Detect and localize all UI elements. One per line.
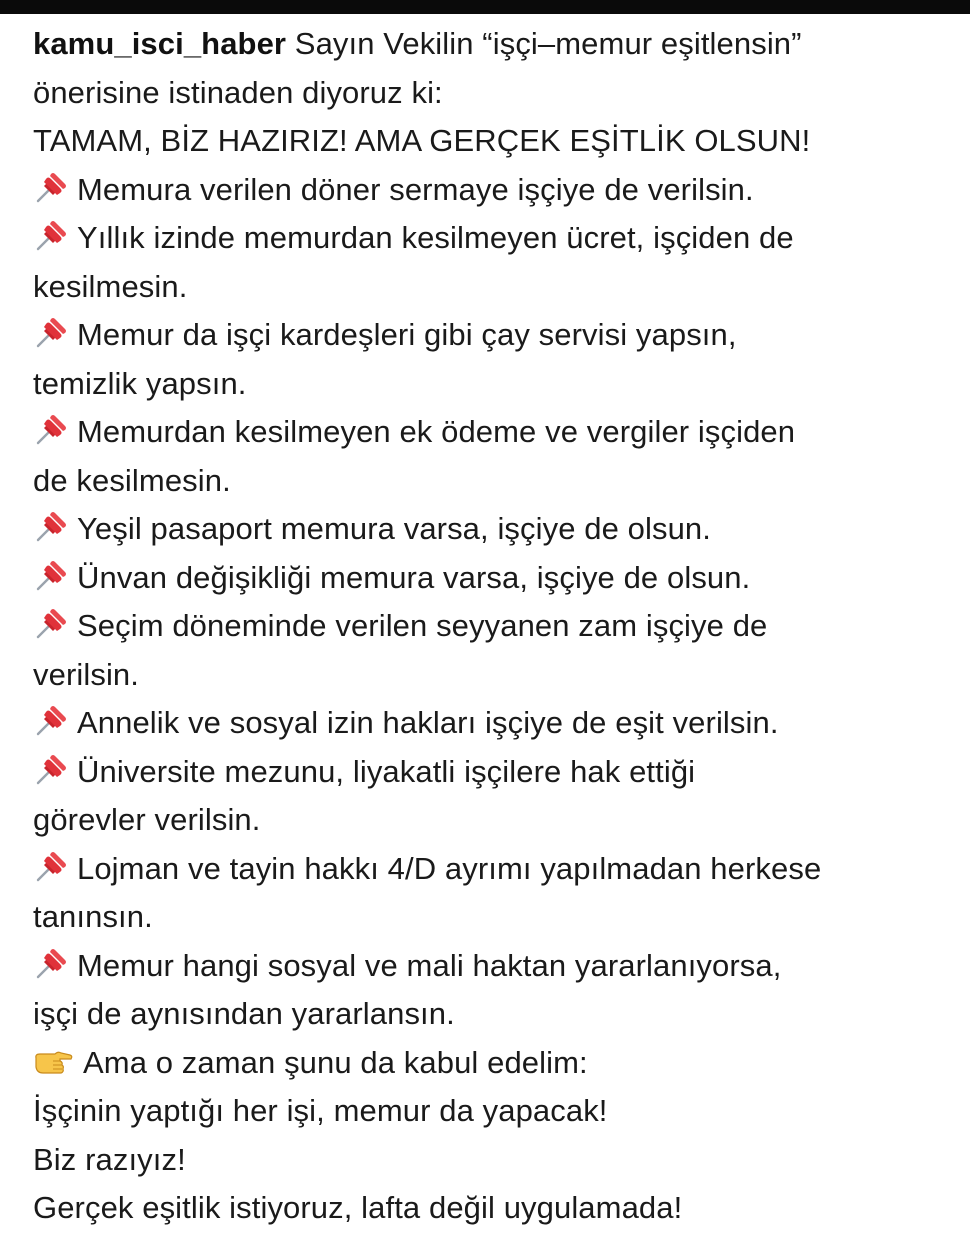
intro-text: Sayın Vekilin “işçi–memur eşitlensin” — [286, 26, 802, 61]
list-item-text: Memura verilen döner sermaye işçiye de verilsin. — [77, 171, 754, 207]
list-item — [33, 408, 948, 457]
pushpin-icon — [35, 170, 69, 204]
pushpin-icon — [35, 315, 69, 349]
list-item-continuation: tanınsın. — [33, 899, 153, 934]
closing-line-2: Biz razıyız! — [33, 1141, 186, 1177]
closing-line-3: Gerçek eşitlik istiyoruz, lafta değil uygulamada! — [33, 1190, 683, 1225]
closing-point — [33, 1039, 948, 1088]
closing-line-1: İşçinin yaptığı her işi, memur da yapacak! — [33, 1093, 608, 1128]
list-item-continuation: kesilmesin. — [33, 268, 188, 304]
list-item-text: Üniversite mezunu, liyakatli işçilere hak ettiği — [77, 753, 696, 789]
list-item-text: Yıllık izinde memurdan kesilmeyen ücret, işçiden de — [77, 220, 794, 255]
list-item-text: Lojman ve tayin hakkı 4/D ayrımı yapılmadan herkese — [77, 850, 822, 886]
list-item — [33, 942, 948, 991]
list-item-text: Annelik ve sosyal izin hakları işçiye de eşit verilsin. — [77, 705, 779, 740]
list-item-text: Memurdan kesilmeyen ek ödeme ve vergiler işçiden — [77, 414, 796, 449]
intro-continuation: önerisine istinaden diyoruz ki: — [33, 74, 443, 110]
closing-point-text: Ama o zaman şunu da kabul edelim: — [83, 1044, 588, 1080]
headline: TAMAM, BİZ HAZIRIZ! AMA GERÇEK EŞİTLİK OLSUN! — [33, 123, 811, 158]
demand-list — [33, 166, 948, 1039]
list-item — [33, 554, 948, 603]
list-item-text: Memur hangi sosyal ve mali haktan yararlanıyorsa, — [77, 947, 782, 983]
pushpin-icon — [35, 606, 69, 640]
top-status-strip — [0, 0, 970, 14]
list-item — [33, 699, 948, 748]
list-item-continuation: işçi de aynısından yararlansın. — [33, 996, 455, 1031]
username-link[interactable]: kamu_isci_haber — [33, 26, 287, 61]
list-item-continuation: de kesilmesin. — [33, 462, 231, 498]
post-caption — [33, 20, 948, 1233]
list-item-text: Yeşil pasaport memura varsa, işçiye de olsun. — [77, 511, 711, 546]
list-item-continuation: temizlik yapsın. — [33, 365, 247, 401]
list-item — [33, 505, 948, 554]
list-item-continuation: verilsin. — [33, 656, 139, 692]
pushpin-icon — [35, 703, 69, 737]
caption-line-intro — [33, 20, 948, 69]
list-item — [33, 311, 948, 360]
list-item-text: Memur da işçi kardeşleri gibi çay servisi yapsın, — [77, 317, 737, 352]
list-item-text: Ünvan değişikliği memura varsa, işçiye de olsun. — [77, 559, 751, 595]
pushpin-icon — [35, 218, 69, 252]
pushpin-icon — [35, 509, 69, 543]
pushpin-icon — [35, 946, 69, 980]
list-item — [33, 602, 948, 651]
pointing-hand-icon — [33, 1046, 73, 1076]
pushpin-icon — [35, 412, 69, 446]
list-item-text: Seçim döneminde verilen seyyanen zam işçiye de — [77, 608, 768, 643]
pushpin-icon — [35, 849, 69, 883]
pushpin-icon — [35, 558, 69, 592]
list-item-continuation: görevler verilsin. — [33, 802, 261, 837]
list-item — [33, 214, 948, 263]
list-item — [33, 166, 948, 215]
list-item — [33, 845, 948, 894]
pushpin-icon — [35, 752, 69, 786]
list-item — [33, 748, 948, 797]
